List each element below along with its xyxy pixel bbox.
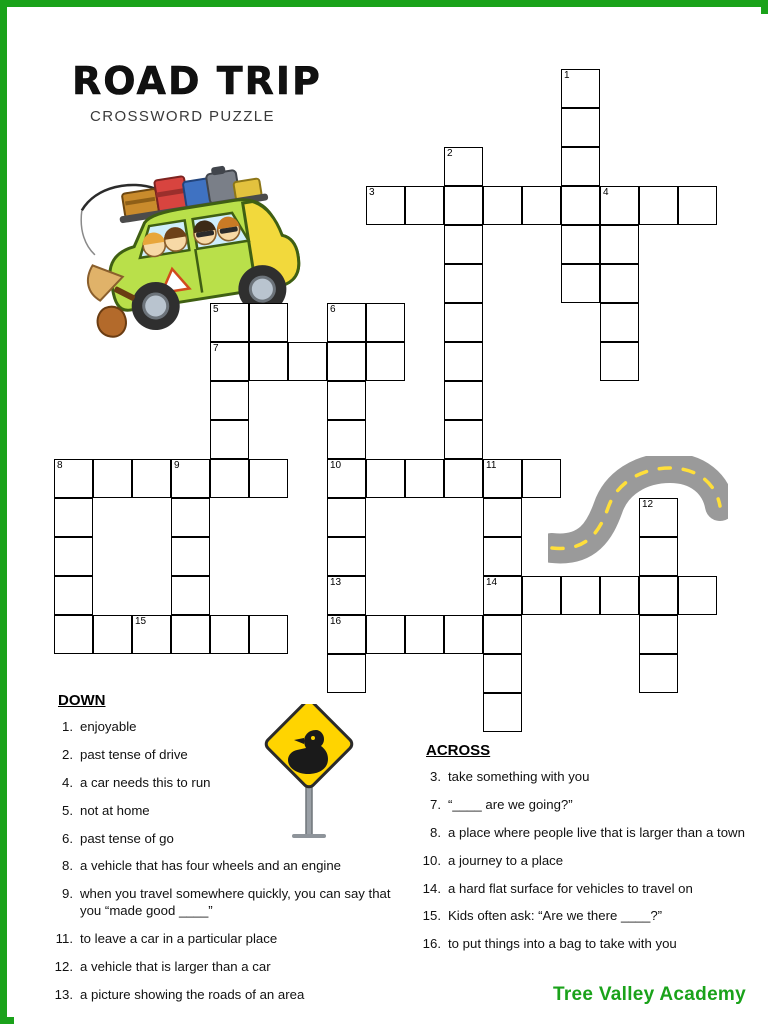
crossword-cell[interactable] (327, 342, 366, 381)
across-clue-item-number: 7. (430, 796, 441, 812)
crossword-cell[interactable] (444, 225, 483, 264)
crossword-cell[interactable] (366, 303, 405, 342)
crossword-cell-number: 10 (330, 460, 342, 471)
crossword-cell[interactable] (210, 303, 249, 342)
down-clue-item-text: a vehicle that has four wheels and an engine (80, 858, 342, 874)
down-clue-item-number: 8. (62, 858, 73, 874)
crossword-cell[interactable] (444, 303, 483, 342)
across-clue-item-text: Kids often ask: “Are we there ____?” (448, 908, 663, 924)
down-clue-item (52, 959, 412, 976)
across-clue-item (420, 908, 750, 925)
across-clue-item-text: take something with you (448, 769, 590, 784)
down-clue-item-number: 13. (54, 986, 73, 1002)
crossword-cell[interactable] (444, 420, 483, 459)
crossword-cell-number: 9 (174, 460, 180, 471)
crossword-cell[interactable] (561, 69, 600, 108)
down-clue-item-number: 11. (55, 931, 73, 947)
crossword-cell[interactable] (522, 186, 561, 225)
down-clue-item-text: not at home (80, 802, 150, 818)
crossword-cell[interactable] (249, 303, 288, 342)
page-subtitle: CROSSWORD PUZZLE (90, 108, 275, 125)
across-clue-item-text: a journey to a place (448, 852, 564, 868)
down-clue-item-text: when you travel somewhere quickly, you can say that you “made good ____” (80, 886, 391, 919)
crossword-cell[interactable] (93, 615, 132, 654)
crossword-cell[interactable] (639, 186, 678, 225)
crossword-cell-number: 12 (642, 499, 654, 510)
crossword-cell-number: 14 (486, 577, 498, 588)
crossword-cell[interactable] (327, 303, 366, 342)
crossword-cell[interactable] (171, 537, 210, 576)
across-clue-item (420, 881, 750, 898)
crossword-cell[interactable] (444, 615, 483, 654)
crossword-cell[interactable] (249, 342, 288, 381)
crossword-cell[interactable] (171, 615, 210, 654)
down-clue-item (52, 886, 412, 920)
crossword-cell[interactable] (249, 459, 288, 498)
crossword-cell[interactable] (561, 264, 600, 303)
crossword-cell[interactable] (171, 498, 210, 537)
crossword-cell[interactable] (171, 459, 210, 498)
down-clue-item-number: 12. (54, 959, 73, 975)
crossword-cell[interactable] (483, 186, 522, 225)
down-clue-list (52, 719, 412, 1004)
crossword-cell[interactable] (366, 459, 405, 498)
crossword-cell[interactable] (600, 342, 639, 381)
crossword-cell[interactable] (93, 459, 132, 498)
across-clue-item (420, 797, 750, 814)
down-clue-item (52, 747, 412, 764)
across-clue-item-number: 3. (430, 769, 441, 784)
crossword-cell-number: 13 (330, 577, 342, 588)
crossword-cell-number: 15 (135, 616, 147, 627)
crossword-cell-number: 4 (603, 187, 609, 198)
crossword-cell[interactable] (561, 186, 600, 225)
down-clue-item (52, 931, 412, 948)
crossword-cell[interactable] (678, 186, 717, 225)
crossword-cell[interactable] (405, 459, 444, 498)
crossword-cell[interactable] (132, 459, 171, 498)
crossword-grid[interactable] (54, 69, 744, 689)
crossword-cell[interactable] (600, 186, 639, 225)
crossword-cell[interactable] (405, 186, 444, 225)
crossword-cell[interactable] (444, 186, 483, 225)
down-clue-item-text: a picture showing the roads of an area (80, 986, 305, 1002)
down-clue-item-number: 6. (62, 830, 73, 846)
crossword-cell[interactable] (444, 342, 483, 381)
across-clue-item-number: 14. (422, 880, 441, 896)
crossword-cell[interactable] (249, 615, 288, 654)
crossword-cell[interactable] (444, 459, 483, 498)
crossword-cell[interactable] (54, 498, 93, 537)
crossword-cell[interactable] (54, 576, 93, 615)
crossword-cell[interactable] (327, 381, 366, 420)
crossword-cell[interactable] (600, 303, 639, 342)
down-clues-section (52, 692, 412, 1015)
crossword-cell[interactable] (639, 654, 678, 693)
down-clue-item-number: 2. (62, 746, 73, 762)
crossword-cell-number: 3 (369, 187, 375, 198)
across-clue-item-number: 15. (422, 908, 441, 924)
crossword-cell-number: 11 (486, 460, 497, 471)
down-clues-heading: DOWN (58, 692, 106, 709)
across-clue-item-text: a place where people live that is larger than a town (448, 824, 745, 840)
down-clue-item (52, 987, 412, 1004)
crossword-cell[interactable] (210, 615, 249, 654)
page-title: ROAD TRIP (72, 59, 322, 103)
crossword-cell[interactable] (561, 108, 600, 147)
across-clues-section (420, 742, 750, 964)
down-clue-item (52, 719, 412, 736)
crossword-cell[interactable] (483, 459, 522, 498)
crossword-cell[interactable] (561, 225, 600, 264)
crossword-cell[interactable] (366, 342, 405, 381)
down-clue-item-text: a car needs this to run (80, 774, 211, 790)
across-clue-item-number: 8. (430, 824, 441, 840)
crossword-cell[interactable] (483, 537, 522, 576)
down-clue-item (52, 803, 412, 820)
down-clue-item-text: past tense of go (80, 830, 174, 846)
crossword-cell[interactable] (366, 615, 405, 654)
crossword-cell[interactable] (366, 186, 405, 225)
crossword-cell[interactable] (327, 615, 366, 654)
crossword-cell[interactable] (405, 615, 444, 654)
across-clues-heading: ACROSS (426, 742, 491, 759)
crossword-cell-number: 8 (57, 460, 63, 471)
across-clue-item (420, 769, 750, 786)
crossword-cell[interactable] (327, 576, 366, 615)
down-clue-item-number: 9. (62, 886, 73, 902)
down-clue-item-text: to leave a car in a particular place (80, 931, 278, 947)
crossword-cell[interactable] (327, 498, 366, 537)
worksheet-sheet (14, 14, 768, 1024)
down-clue-item (52, 831, 412, 848)
crossword-cell[interactable] (483, 654, 522, 693)
crossword-cell[interactable] (444, 264, 483, 303)
crossword-cell[interactable] (600, 225, 639, 264)
down-clue-item-number: 4. (62, 774, 73, 790)
crossword-cell[interactable] (483, 693, 522, 732)
down-clue-item-number: 5. (62, 802, 73, 818)
crossword-cell[interactable] (210, 342, 249, 381)
across-clue-list (420, 769, 750, 953)
crossword-cell[interactable] (210, 420, 249, 459)
crossword-cell[interactable] (600, 264, 639, 303)
crossword-cell[interactable] (639, 615, 678, 654)
crossword-cell[interactable] (210, 381, 249, 420)
crossword-cell[interactable] (54, 615, 93, 654)
crossword-cell[interactable] (288, 342, 327, 381)
crossword-cell[interactable] (54, 459, 93, 498)
down-clue-item-text: enjoyable (80, 719, 137, 734)
across-clue-item-number: 16. (422, 936, 441, 952)
crossword-cell[interactable] (327, 420, 366, 459)
crossword-cell[interactable] (561, 147, 600, 186)
crossword-cell-number: 5 (213, 304, 219, 315)
crossword-cell[interactable] (54, 537, 93, 576)
crossword-cell-number: 1 (564, 70, 570, 81)
crossword-cell[interactable] (444, 381, 483, 420)
brand-footer: Tree Valley Academy (552, 984, 746, 1005)
crossword-cell[interactable] (132, 615, 171, 654)
down-clue-item-number: 1. (62, 719, 73, 734)
crossword-cell[interactable] (444, 147, 483, 186)
crossword-cell[interactable] (327, 537, 366, 576)
down-clue-item (52, 858, 412, 875)
down-clue-item (52, 775, 412, 792)
across-clue-item (420, 825, 750, 842)
crossword-cell[interactable] (171, 576, 210, 615)
across-clue-item-text: “____ are we going?” (448, 796, 573, 812)
crossword-cell[interactable] (327, 654, 366, 693)
across-clue-item (420, 936, 750, 953)
crossword-cell[interactable] (483, 498, 522, 537)
down-clue-item-text: past tense of drive (80, 746, 188, 762)
crossword-cell-number: 7 (213, 343, 219, 354)
crossword-cell-number: 6 (330, 304, 336, 315)
crossword-cell-number: 2 (447, 148, 453, 159)
crossword-cell[interactable] (483, 615, 522, 654)
crossword-cell[interactable] (483, 576, 522, 615)
across-clue-item-text: a hard flat surface for vehicles to travel on (448, 880, 693, 896)
crossword-cell[interactable] (210, 459, 249, 498)
across-clue-item-text: to put things into a bag to take with you (448, 936, 677, 952)
crossword-cell[interactable] (327, 459, 366, 498)
across-clue-item (420, 853, 750, 870)
down-clue-item-text: a vehicle that is larger than a car (80, 959, 271, 975)
crossword-cell-number: 16 (330, 616, 342, 627)
road-illustration (548, 456, 728, 586)
across-clue-item-number: 10. (422, 852, 441, 868)
